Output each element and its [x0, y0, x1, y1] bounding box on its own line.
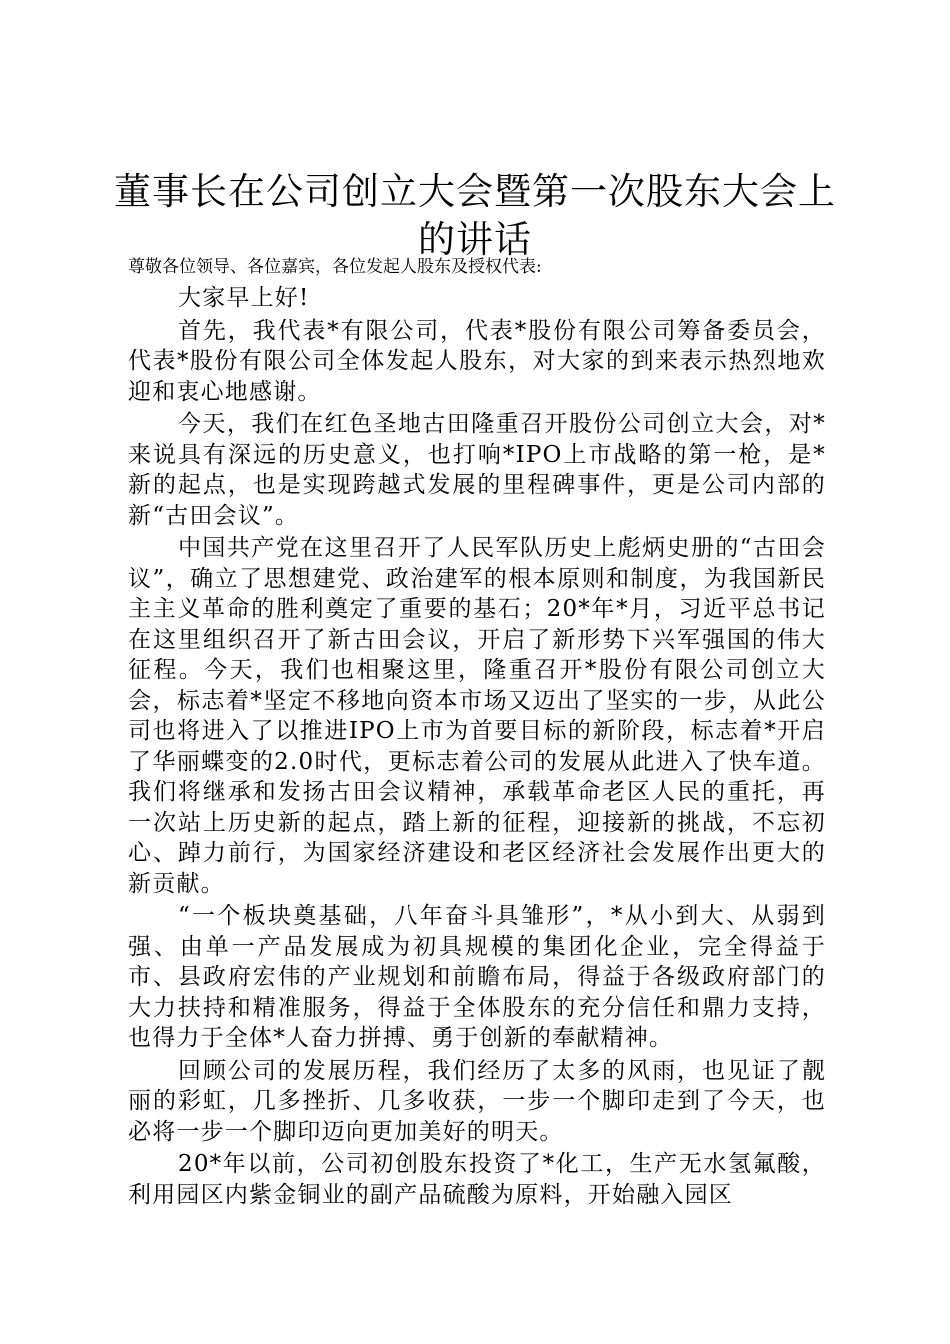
- document-title: 董事长在公司创立大会暨第一次股东大会上的讲话: [114, 170, 836, 261]
- paragraph: “一个板块奠基础，八年奋斗具雏形”，*从小到大、从弱到强、由单一产品发展成为初具规模的集团化企业，完全得益于市、县政府宏伟的产业规划和前瞻布局，得益于各级政府部门的大力扶持和精准服务，得益于全体股东的充分信任和鼎力支持，也得力于全体*人奋力拼搏、勇于创新的奉献精神。: [128, 903, 826, 1051]
- document-body: [128, 283, 826, 1212]
- paragraph: 大家早上好!: [178, 285, 310, 311]
- paragraph: 首先，我代表*有限公司，代表*股份有限公司筹备委员会，代表*股份有限公司全体发起人股东，对大家的到来表示热烈地欢迎和衷心地感谢。: [128, 317, 826, 405]
- paragraph: 今天，我们在红色圣地古田隆重召开股份公司创立大会，对*来说具有深远的历史意义，也打响*IPO上市战略的第一枪，是*新的起点，也是实现跨越式发展的里程碑事件，更是公司内部的新“古田会议”。: [128, 411, 826, 529]
- paragraph: 中国共产党在这里召开了人民军队历史上彪炳史册的“古田会议”，确立了思想建党、政治建军的根本原则和制度，为我国新民主主义革命的胜利奠定了重要的基石；20*年*月，习近平总书记在这里组织召开了新古田会议，开启了新形势下兴军强国的伟大征程。今天，我们也相聚这里，隆重召开*股份有限公司创立大会，标志着*坚定不移地向资本市场又迈出了坚实的一步，从此公司也将进入了以推进IPO上市为首要目标的新阶段，标志着*开启了华丽蝶变的2.0时代，更标志着公司的发展从此进入了快车道。我们将继承和发扬古田会议精神，承载革命老区人民的重托，再一次站上历史新的起点，踏上新的征程，迎接新的挑战，不忘初心、踔力前行，为国家经济建设和老区经济社会发展作出更大的新贡献。: [128, 535, 826, 897]
- salutation: 尊敬各位领导、各位嘉宾，各位发起人股东及授权代表:: [128, 257, 542, 277]
- paragraph: 回顾公司的发展历程，我们经历了太多的风雨，也见证了靓丽的彩虹，几多挫折、几多收获，一步一个脚印走到了今天，也必将一步一个脚印迈向更加美好的明天。: [128, 1057, 826, 1145]
- paragraph: 20*年以前，公司初创股东投资了*化工，生产无水氢氟酸，利用园区内紫金铜业的副产品硫酸为原料，开始融入园区: [128, 1151, 826, 1208]
